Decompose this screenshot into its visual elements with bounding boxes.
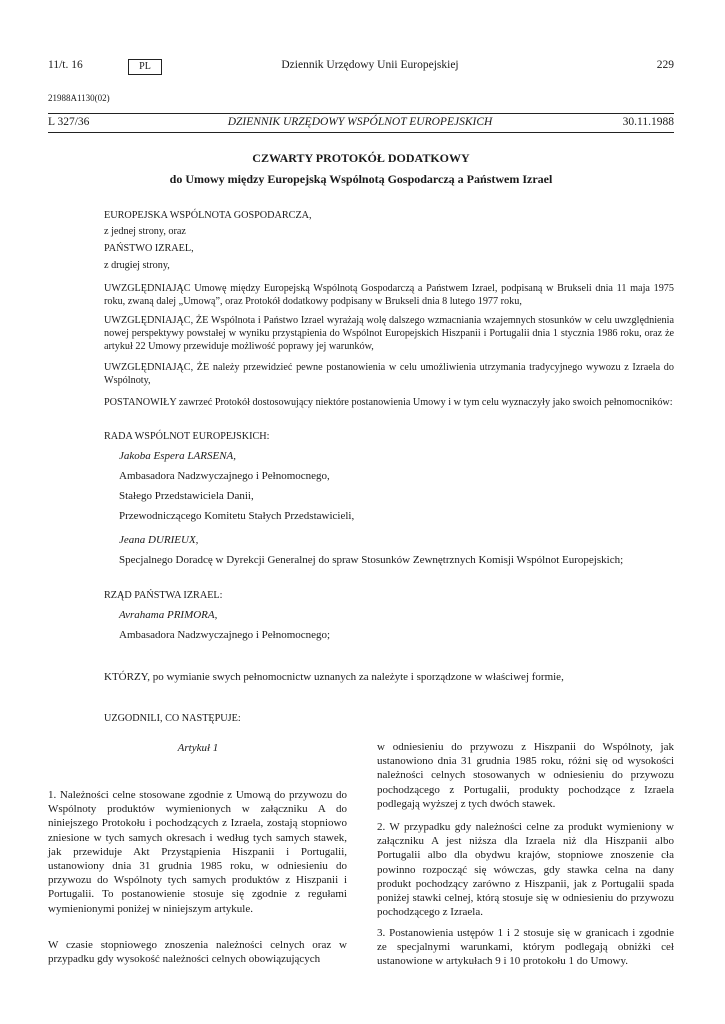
plenipotentiary-1-role-2: Stałego Przedstawiciela Danii,	[119, 490, 254, 502]
plenipotentiary-2-name: Jeana DURIEUX,	[119, 534, 199, 546]
article-1-paragraph-2: 2. W przypadku gdy należności celne za produkt wymieniony w załączniku A jest niższa dla Izraela niż dla Hiszpanii albo Portugalii albo dla obydwu krajów, stopniowe znoszenie cła powinno rozpocząć się wówczas, gdy stawka celna na dany produkt pochodzący zarówno z Hiszpanii, jak z Portugalii spada poniżej stawki celnej, którą stosuje się w odniesieniu do przywozu pochodzącego z Izraela.	[377, 821, 674, 919]
plenipotentiary-1-role-3: Przewodniczącego Komitetu Stałych Przedstawicieli,	[119, 510, 355, 522]
exchange-clause: KTÓRZY, po wymianie swych pełnomocnictw uznanych za należyte i sporządzone w właściwej formie,	[104, 671, 564, 683]
document-id: 21988A1130(02)	[48, 93, 110, 103]
party-ec-side: z jednej strony, oraz	[104, 226, 186, 237]
party-ec: EUROPEJSKA WSPÓLNOTA GOSPODARCZA,	[104, 210, 312, 221]
article-1-paragraph-1-continued: W czasie stopniowego znoszenia należności celnych oraz w przypadku gdy wysokość należności celnych obowiązujących	[48, 939, 347, 966]
document-title: CZWARTY PROTOKÓŁ DODATKOWY	[252, 151, 470, 165]
issue-number: 11/t. 16	[48, 59, 83, 71]
recital-3: UWZGLĘDNIAJĄC, ŻE należy przewidzieć pewne postanowienia w celu umożliwienia utrzymania tradycyjnego wywozu z Izraela do Wspólnoty,	[104, 362, 674, 386]
language-badge: PL	[128, 59, 162, 75]
article-1-paragraph-3: 3. Postanowienia ustępów 1 i 2 stosuje się w granicach i zgodnie ze specjalnymi warunkami, którym podlegają obniżki ceł ustanowione w artykułach 9 i 10 protokołu 1 do Umowy.	[377, 927, 674, 968]
journal-title: Dziennik Urzędowy Unii Europejskiej	[281, 59, 459, 71]
plenipotentiary-1-role-1: Ambasadora Nadzwyczajnego i Pełnomocnego,	[119, 470, 330, 482]
recital-1: UWZGLĘDNIAJĄC Umowę między Europejską Wspólnotą Gospodarczą a Państwem Izrael, podpisaną w Brukseli dnia 11 maja 1975 roku, zwaną dalej „Umową”, oraz Protokół dodatkowy podpisany w Brukseli dnia 8 lutego 1977 roku,	[104, 283, 674, 307]
resolved-clause: POSTANOWIŁY zawrzeć Protokół dostosowujący niektóre postanowienia Umowy i w tym celu wyznaczyły jako swoich pełnomocników:	[104, 397, 673, 408]
oj-reference: L 327/36	[48, 116, 90, 128]
recital-2: UWZGLĘDNIAJĄC, ŻE Wspólnota i Państwo Izrael wyrażają wolę dalszego wzmacniania wzajemnych stosunków w celu uwzględnienia nowej perspektywy powstałej w wyniku przystąpienia do Wspólnot Europejskich Hiszpanii i Portugalii dnia 1 stycznia 1986 roku, oraz że artykuł 22 Umowy przewiduje możliwość poprawy jej warunków,	[104, 315, 674, 352]
plenipotentiary-3-name: Avrahama PRIMORA,	[119, 609, 218, 621]
article-1-paragraph-1: 1. Należności celne stosowane zgodnie z Umową do przywozu do Wspólnoty produktów wymienionych w załączniku A do niniejszego Protokołu i pochodzących z Izraela, zostają stopniowo zniesione w tych samych okresach i według tych samych stawek, jak przewiduje Akt Przystąpienia Hiszpanii i Portugalii, ustanowiony dnia 31 grudnia 1985 roku, w odniesieniu do przywozu do Wspólnoty tych samych produktów z Hiszpanii i Portugalii. To postanowienie stosuje się zgodnie z regułami wymienionymi poniżej w niniejszym artykule.	[48, 789, 347, 915]
party-israel-side: z drugiej strony,	[104, 260, 170, 271]
council-heading: RADA WSPÓLNOT EUROPEJSKICH:	[104, 431, 270, 442]
oj-journal-name: DZIENNIK URZĘDOWY WSPÓLNOT EUROPEJSKICH	[227, 116, 493, 128]
plenipotentiary-3-role: Ambasadora Nadzwyczajnego i Pełnomocnego;	[119, 629, 331, 641]
page-number: 229	[656, 59, 674, 71]
document-subtitle: do Umowy między Europejską Wspólnotą Gospodarczą a Państwem Izrael	[169, 172, 553, 186]
agreed-clause: UZGODNILI, CO NASTĘPUJE:	[104, 713, 241, 724]
divider-top	[48, 113, 674, 114]
article-heading: Artykuł 1	[177, 742, 219, 754]
article-1-paragraph-1-end: w odniesieniu do przywozu z Hiszpanii do Wspólnoty, jak ustanowiono dnia 31 grudnia 1985 roku, różni się od wysokości należności celnych stosowanych w odniesieniu do przywozu pochodzącego z Portugalii, produkty pochodzące z Izraela podlegają wyższej z tych dwóch stawek.	[377, 741, 674, 810]
oj-date: 30.11.1988	[622, 116, 674, 128]
divider-bottom	[48, 132, 674, 133]
plenipotentiary-1-name: Jakoba Espera LARSENA,	[119, 450, 237, 462]
plenipotentiary-2-role: Specjalnego Doradcę w Dyrekcji Generalnej do spraw Stosunków Zewnętrznych Komisji Wspólnot Europejskich;	[119, 554, 624, 566]
israel-heading: RZĄD PAŃSTWA IZRAEL:	[104, 590, 223, 601]
party-israel: PAŃSTWO IZRAEL,	[104, 243, 194, 254]
